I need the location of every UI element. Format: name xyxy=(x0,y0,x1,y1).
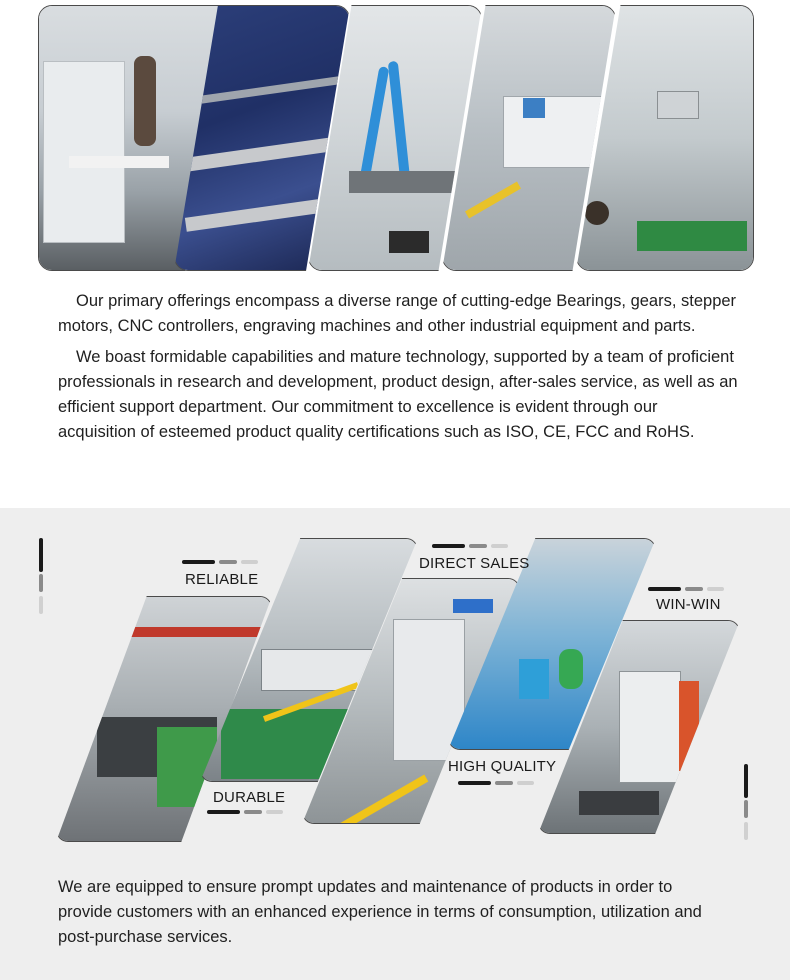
decor-bar-mid xyxy=(744,800,748,818)
reliable-label: RELIABLE xyxy=(185,571,259,588)
decor-bar-mid xyxy=(39,574,43,592)
intro-paragraph-2: We boast formidable capabilities and mature technology, supported by a team of proficient professionals in research and development, product design, after-sales service, as well as an efficient support department. Our commitment to excellence is evident through our acquisition of esteemed product quality certifications such as ISO, CE, FCC and RoHS. xyxy=(58,348,738,441)
intro-text xyxy=(58,289,738,445)
decor-bar-light xyxy=(39,596,43,614)
high-quality-label: HIGH QUALITY xyxy=(448,758,557,775)
decor-bar-light xyxy=(744,822,748,840)
reliable-indicator xyxy=(182,560,258,564)
features-section xyxy=(0,508,790,980)
durable-indicator xyxy=(207,810,283,814)
decor-bar-dark xyxy=(39,538,43,572)
intro-paragraph-1: Our primary offerings encompass a diverse range of cutting-edge Bearings, gears, stepper motors, CNC controllers, engraving machines and other industrial equipment and parts. xyxy=(58,292,737,335)
closing-text: We are equipped to ensure prompt updates and maintenance of products in order to provide customers with an enhanced experience in terms of consumption, utilization and post-purchase services. xyxy=(58,878,702,946)
decor-bar-dark xyxy=(744,764,748,798)
direct-sales-indicator xyxy=(432,544,508,548)
win-win-label: WIN-WIN xyxy=(656,596,721,613)
win-win-indicator xyxy=(648,587,724,591)
high-quality-indicator xyxy=(458,781,534,785)
direct-sales-label: DIRECT SALES xyxy=(419,555,530,572)
durable-label: DURABLE xyxy=(213,789,286,806)
